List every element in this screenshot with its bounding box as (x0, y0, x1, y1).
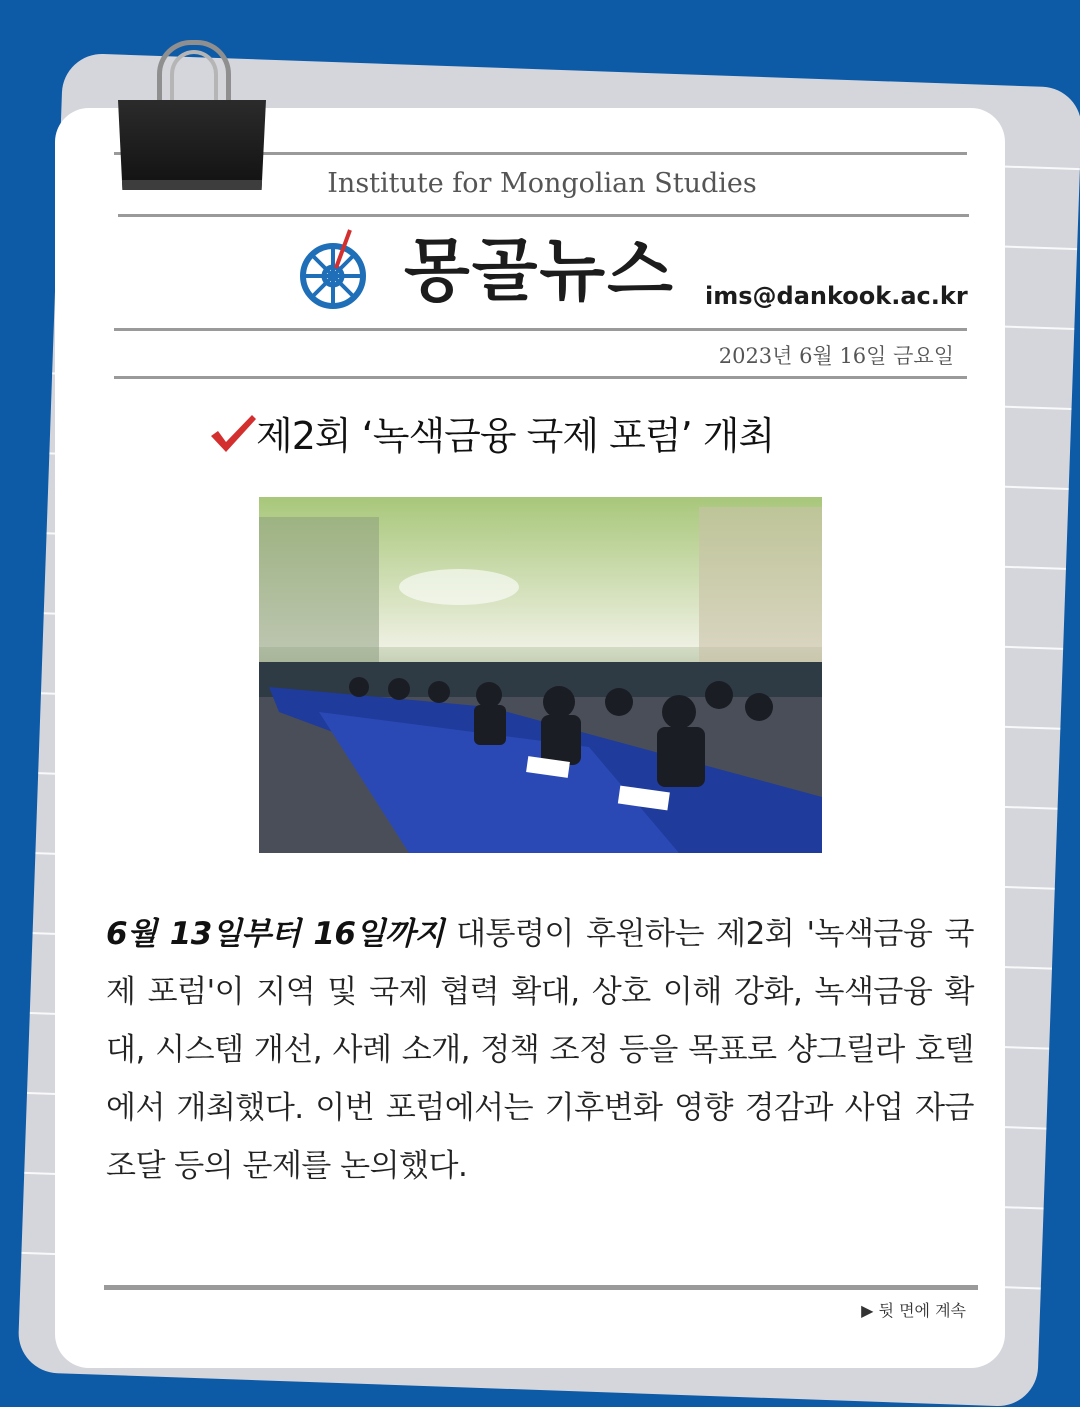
masthead-title: 몽골뉴스 (404, 232, 675, 311)
issue-date: 2023년 6월 16일 금요일 (718, 344, 954, 368)
article-headline: 제2회 ‘녹색금융 국제 포럼’ 개최 (256, 414, 775, 458)
date-rule (114, 376, 967, 379)
continue-link[interactable]: ▶ 뒷 면에 계속 (861, 1301, 966, 1320)
article-text: 대통령이 후원하는 제2회 '녹색금융 국제 포럼'이 지역 및 국제 협력 확대, 상호 이해 강화, 녹색금융 확대, 시스템 개선, 사례 소개, 정책 조정 등을 목표로 샹그릴라 호텔에서 개최했다. 이번 포럼에서는 기후변화 영향 경감과 사업 자금 조달 등의 문제를 논의했다. (106, 916, 974, 1184)
article-lead: 6월 13일부터 16일까지 (106, 916, 444, 952)
institute-rule (118, 214, 969, 217)
logo-icon (298, 228, 372, 312)
contact-email: ims@dankook.ac.kr (705, 282, 968, 310)
forum-photo (259, 497, 822, 853)
checkmark-icon (208, 412, 258, 454)
article-body (106, 905, 974, 1195)
footer-rule (104, 1285, 978, 1290)
institute-name: Institute for Mongolian Studies (327, 168, 757, 199)
masthead-rule (114, 328, 967, 331)
